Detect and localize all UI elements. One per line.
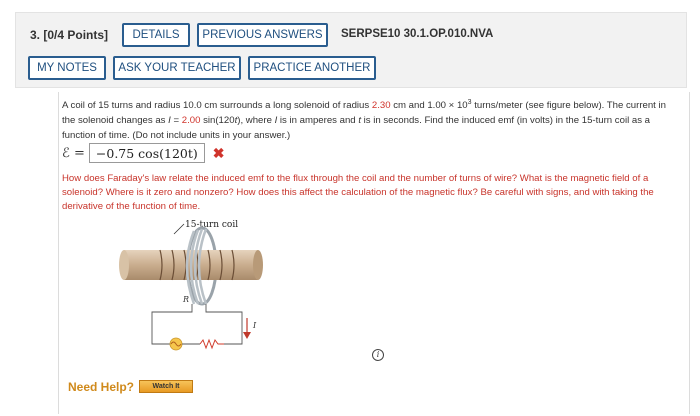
- answer-input[interactable]: −0.75 cos(120t): [89, 143, 205, 163]
- coil-label: 15-turn coil: [185, 220, 239, 230]
- radius-value: 2.30: [371, 100, 391, 112]
- current-amplitude: 2.00: [181, 115, 201, 127]
- need-help-label: Need Help?: [68, 380, 135, 394]
- my-notes-button[interactable]: MY NOTES: [28, 56, 106, 80]
- answer-row: [62, 142, 225, 164]
- info-icon[interactable]: i: [372, 349, 384, 361]
- resistor-label: R: [183, 295, 190, 304]
- question-number: 3. [0/4 Points]: [30, 28, 109, 42]
- details-button[interactable]: DETAILS: [122, 23, 190, 47]
- watch-it-button[interactable]: Watch It: [139, 380, 193, 393]
- current-label: I: [253, 321, 257, 330]
- emf-label: ℰ =: [62, 145, 85, 161]
- resistor-icon: [200, 340, 224, 348]
- ask-your-teacher-button[interactable]: ASK YOUR TEACHER: [113, 56, 241, 80]
- incorrect-icon: ✖: [212, 144, 225, 161]
- practice-another-button[interactable]: PRACTICE ANOTHER: [248, 56, 376, 80]
- solenoid-figure: [110, 214, 270, 359]
- previous-answers-button[interactable]: PREVIOUS ANSWERS: [197, 23, 328, 47]
- problem-statement: A coil of 15 turns and radius 10.0 cm surrounds a long solenoid of radius 2.30 cm and $1.00 \times 10^3$ turns/meter (see figure below). The current in the solenoid changes as I = 2.00 sin(120t), where I is in amperes and t is in seconds. Find the induced emf (in volts) in the 15-turn coil as a function of time. (Do not include units in your answer.): [62, 99, 666, 142]
- hint-text: How does Faraday's law relate the induced emf to the flux through the coil and the number of turns of wire? What is the magnetic field of a solenoid? Where is it zero and nonzero? How does this affect the calculation of the magnetic flux? Be careful with signs, and with taking the derivative of the function of time.: [62, 173, 654, 212]
- current-arrow-icon: [243, 332, 251, 339]
- problem-code: SERPSE10 30.1.OP.010.NVA: [341, 28, 494, 40]
